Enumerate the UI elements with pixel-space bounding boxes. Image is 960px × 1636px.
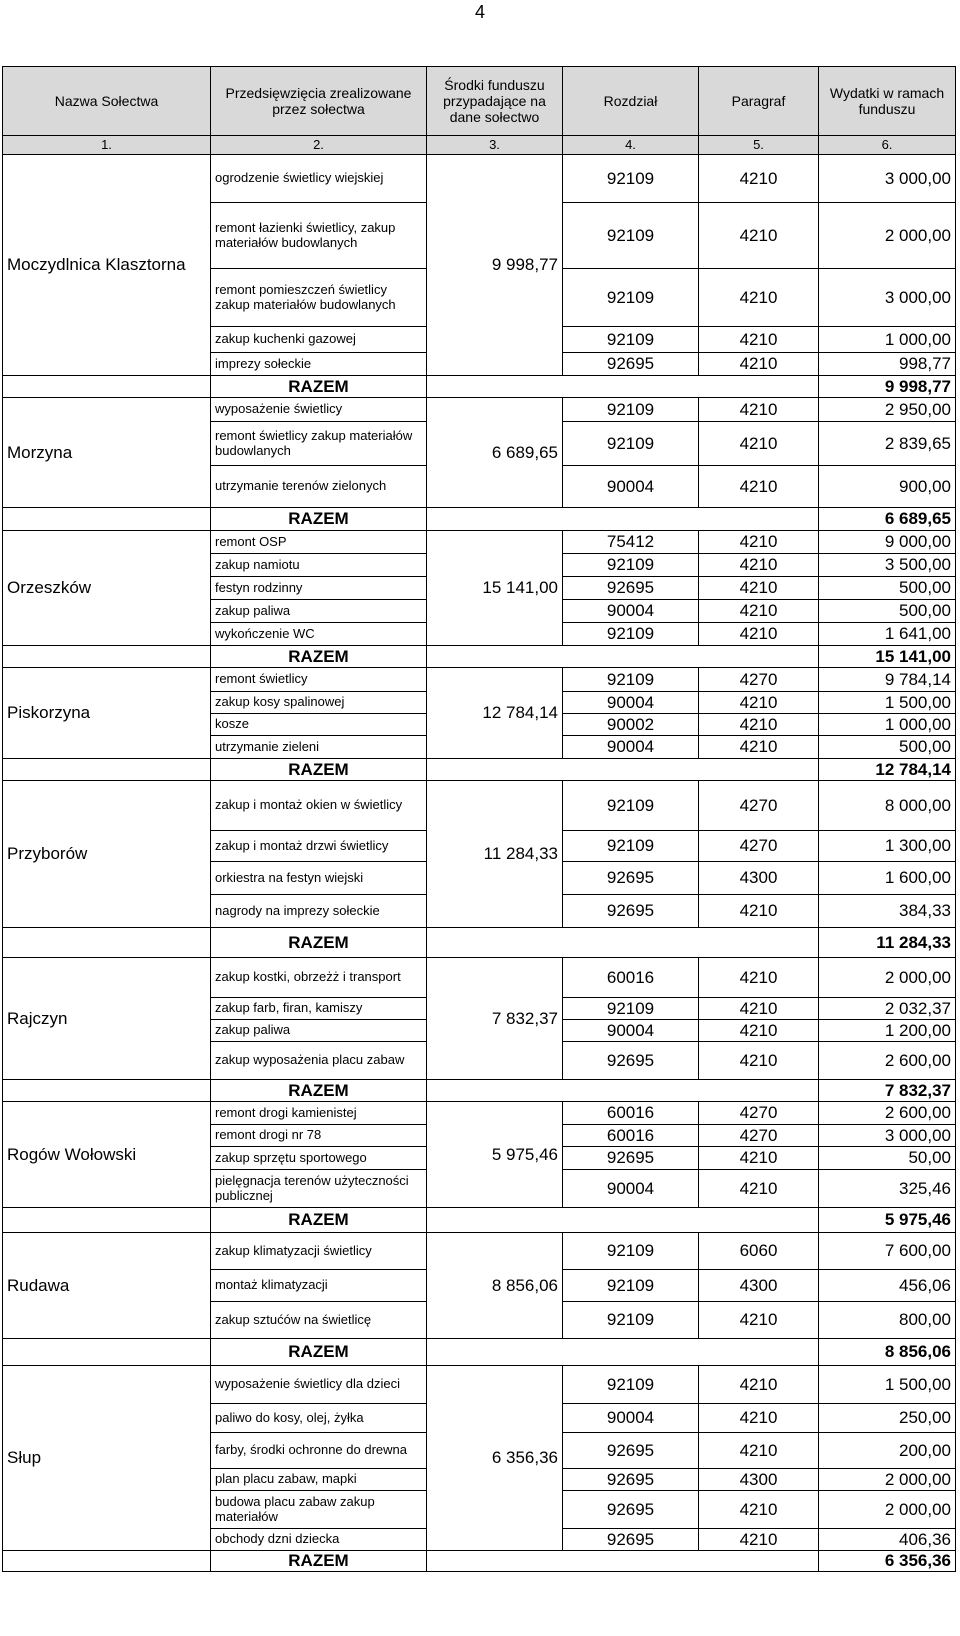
solectwo-name: Rogów Wołowski [3,1102,211,1208]
project-description: budowa placu zabaw zakup materiałów [211,1491,427,1529]
paragraf-cell: 4210 [699,1042,819,1080]
expense-value: 406,36 [819,1529,956,1551]
solectwo-name: Morzyna [3,398,211,508]
razem-label: RAZEM [211,1080,427,1102]
solectwo-name: Piskorzyna [3,668,211,759]
rozdzial-cell: 92695 [563,862,699,895]
column-number: 5. [699,136,819,155]
fund-amount: 9 998,77 [427,155,563,376]
paragraf-cell: 4300 [699,862,819,895]
razem-label: RAZEM [211,1551,427,1572]
razem-row [3,928,956,958]
project-description: wykończenie WC [211,623,427,646]
project-description: plan placu zabaw, mapki [211,1469,427,1491]
project-description: zakup paliwa [211,1020,427,1042]
paragraf-cell: 4210 [699,531,819,554]
project-description: remont świetlicy [211,668,427,692]
paragraf-cell: 4210 [699,353,819,376]
paragraf-cell: 4210 [699,1302,819,1339]
header-row [3,67,956,136]
paragraf-cell: 4210 [699,958,819,998]
table-row [3,781,956,831]
table-row [3,1366,956,1404]
razem-empty-cell [3,759,211,781]
expense-value: 1 300,00 [819,831,956,862]
rozdzial-cell: 92109 [563,831,699,862]
expense-value: 2 839,65 [819,422,956,466]
project-description: remont drogi kamienistej [211,1102,427,1125]
header-wydatki: Wydatki w ramach funduszu [819,67,956,136]
fund-amount: 12 784,14 [427,668,563,759]
expense-value: 900,00 [819,466,956,508]
project-description: pielęgnacja terenów użyteczności publicznej [211,1170,427,1208]
expense-value: 2 000,00 [819,203,956,269]
project-description: remont świetlicy zakup materiałów budowlanych [211,422,427,466]
project-description: remont drogi nr 78 [211,1125,427,1147]
project-description: ogrodzenie świetlicy wiejskiej [211,155,427,203]
expense-value: 9 000,00 [819,531,956,554]
expense-value: 500,00 [819,577,956,600]
header-paragraf: Paragraf [699,67,819,136]
fund-amount: 15 141,00 [427,531,563,646]
rozdzial-cell: 90004 [563,600,699,623]
paragraf-cell: 4210 [699,1529,819,1551]
project-description: imprezy sołeckie [211,353,427,376]
paragraf-cell: 4210 [699,398,819,422]
expense-value: 1 000,00 [819,714,956,736]
project-description: zakup sprzętu sportowego [211,1147,427,1170]
razem-label: RAZEM [211,1339,427,1366]
paragraf-cell: 4210 [699,623,819,646]
fund-amount: 6 689,65 [427,398,563,508]
project-description: zakup paliwa [211,600,427,623]
project-description: orkiestra na festyn wiejski [211,862,427,895]
project-description: utrzymanie terenów zielonych [211,466,427,508]
rozdzial-cell: 92109 [563,422,699,466]
rozdzial-cell: 60016 [563,958,699,998]
fund-amount: 5 975,46 [427,1102,563,1208]
rozdzial-cell: 92109 [563,1233,699,1270]
solectwo-name: Rajczyn [3,958,211,1080]
razem-label: RAZEM [211,646,427,668]
column-number: 1. [3,136,211,155]
razem-row [3,1551,956,1572]
project-description: remont pomieszczeń świetlicy zakup materiałów budowlanych [211,269,427,327]
razem-spacer-cell [427,508,819,531]
razem-spacer-cell [427,646,819,668]
table-row [3,1102,956,1125]
project-description: zakup kostki, obrzeżż i transport [211,958,427,998]
paragraf-cell: 4210 [699,998,819,1020]
razem-row [3,376,956,398]
expense-value: 1 200,00 [819,1020,956,1042]
razem-row [3,1208,956,1233]
expense-value: 2 600,00 [819,1102,956,1125]
expense-value: 1 000,00 [819,327,956,353]
razem-row [3,1339,956,1366]
rozdzial-cell: 92109 [563,203,699,269]
paragraf-cell: 4210 [699,327,819,353]
paragraf-cell: 6060 [699,1233,819,1270]
fund-amount: 11 284,33 [427,781,563,928]
razem-empty-cell [3,646,211,668]
rozdzial-cell: 92695 [563,1147,699,1170]
expense-value: 456,06 [819,1270,956,1302]
rozdzial-cell: 92695 [563,353,699,376]
rozdzial-cell: 92695 [563,1042,699,1080]
paragraf-cell: 4210 [699,1147,819,1170]
project-description: zakup kuchenki gazowej [211,327,427,353]
razem-row [3,508,956,531]
solectwo-name: Przyborów [3,781,211,928]
project-description: zakup wyposażenia placu zabaw [211,1042,427,1080]
expense-value: 2 000,00 [819,958,956,998]
paragraf-cell: 4210 [699,1491,819,1529]
project-description: remont OSP [211,531,427,554]
project-description: zakup farb, firan, kamiszy [211,998,427,1020]
table-row [3,668,956,692]
expense-value: 500,00 [819,736,956,759]
paragraf-cell: 4270 [699,831,819,862]
project-description: wyposażenie świetlicy dla dzieci [211,1366,427,1404]
expense-value: 998,77 [819,353,956,376]
expense-value: 1 500,00 [819,1366,956,1404]
project-description: festyn rodzinny [211,577,427,600]
razem-empty-cell [3,1080,211,1102]
paragraf-cell: 4210 [699,600,819,623]
rozdzial-cell: 92109 [563,554,699,577]
paragraf-cell: 4270 [699,1102,819,1125]
rozdzial-cell: 90002 [563,714,699,736]
razem-label: RAZEM [211,759,427,781]
paragraf-cell: 4210 [699,1433,819,1469]
razem-spacer-cell [427,1339,819,1366]
header-rozdzial: Rozdział [563,67,699,136]
project-description: obchody dzni dziecka [211,1529,427,1551]
paragraf-cell: 4210 [699,269,819,327]
solectwo-name: Słup [3,1366,211,1551]
razem-spacer-cell [427,1080,819,1102]
rozdzial-cell: 90004 [563,1170,699,1208]
solectwo-name: Orzeszków [3,531,211,646]
expense-value: 3 500,00 [819,554,956,577]
rozdzial-cell: 92109 [563,327,699,353]
expense-value: 50,00 [819,1147,956,1170]
expense-value: 2 950,00 [819,398,956,422]
paragraf-cell: 4300 [699,1469,819,1491]
paragraf-cell: 4270 [699,668,819,692]
project-description: farby, środki ochronne do drewna [211,1433,427,1469]
expense-value: 200,00 [819,1433,956,1469]
paragraf-cell: 4210 [699,554,819,577]
rozdzial-cell: 90004 [563,692,699,714]
rozdzial-cell: 90004 [563,1404,699,1433]
paragraf-cell: 4210 [699,692,819,714]
rozdzial-cell: 92109 [563,623,699,646]
razem-empty-cell [3,1208,211,1233]
razem-label: RAZEM [211,1208,427,1233]
paragraf-cell: 4210 [699,1366,819,1404]
column-number: 4. [563,136,699,155]
expense-value: 325,46 [819,1170,956,1208]
project-description: zakup sztućów na świetlicę [211,1302,427,1339]
razem-label: RAZEM [211,508,427,531]
paragraf-cell: 4210 [699,1020,819,1042]
table-row [3,1233,956,1270]
project-description: zakup kosy spalinowej [211,692,427,714]
razem-row [3,646,956,668]
project-description: montaż klimatyzacji [211,1270,427,1302]
column-number: 2. [211,136,427,155]
expense-value: 2 000,00 [819,1469,956,1491]
razem-empty-cell [3,1551,211,1572]
project-description: paliwo do kosy, olej, żyłka [211,1404,427,1433]
paragraf-cell: 4210 [699,203,819,269]
expense-value: 7 600,00 [819,1233,956,1270]
rozdzial-cell: 92109 [563,998,699,1020]
expense-value: 2 000,00 [819,1491,956,1529]
expense-value: 3 000,00 [819,269,956,327]
razem-total: 12 784,14 [819,759,956,781]
project-description: utrzymanie zieleni [211,736,427,759]
razem-total: 9 998,77 [819,376,956,398]
fund-table [2,66,956,1572]
expense-value: 1 600,00 [819,862,956,895]
header-projects: Przedsięwzięcia zrealizowane przez sołectwa [211,67,427,136]
rozdzial-cell: 92695 [563,1469,699,1491]
rozdzial-cell: 90004 [563,736,699,759]
expense-value: 3 000,00 [819,155,956,203]
expense-value: 1 500,00 [819,692,956,714]
rozdzial-cell: 92695 [563,895,699,928]
rozdzial-cell: 92695 [563,1433,699,1469]
rozdzial-cell: 92695 [563,577,699,600]
razem-total: 7 832,37 [819,1080,956,1102]
razem-total: 6 356,36 [819,1551,956,1572]
project-description: zakup i montaż drzwi świetlicy [211,831,427,862]
header-name: Nazwa Sołectwa [3,67,211,136]
rozdzial-cell: 92109 [563,398,699,422]
solectwo-name: Moczydlnica Klasztorna [3,155,211,376]
razem-spacer-cell [427,928,819,958]
rozdzial-cell: 92109 [563,668,699,692]
razem-row [3,759,956,781]
razem-spacer-cell [427,759,819,781]
paragraf-cell: 4270 [699,781,819,831]
razem-label: RAZEM [211,928,427,958]
project-description: zakup namiotu [211,554,427,577]
rozdzial-cell: 92109 [563,269,699,327]
paragraf-cell: 4210 [699,577,819,600]
fund-amount: 8 856,06 [427,1233,563,1339]
page-number: 4 [474,2,485,22]
expense-value: 3 000,00 [819,1125,956,1147]
fund-amount: 7 832,37 [427,958,563,1080]
razem-label: RAZEM [211,376,427,398]
table-row [3,155,956,203]
rozdzial-cell: 92109 [563,781,699,831]
expense-value: 250,00 [819,1404,956,1433]
paragraf-cell: 4210 [699,895,819,928]
header-funds: Środki funduszu przypadające na dane sołectwo [427,67,563,136]
fund-amount: 6 356,36 [427,1366,563,1551]
rozdzial-cell: 75412 [563,531,699,554]
expense-value: 9 784,14 [819,668,956,692]
razem-empty-cell [3,508,211,531]
razem-spacer-cell [427,376,819,398]
paragraf-cell: 4210 [699,422,819,466]
razem-total: 5 975,46 [819,1208,956,1233]
project-description: zakup klimatyzacji świetlicy [211,1233,427,1270]
paragraf-cell: 4210 [699,1170,819,1208]
expense-value: 2 032,37 [819,998,956,1020]
table-row [3,958,956,998]
paragraf-cell: 4210 [699,714,819,736]
column-number: 3. [427,136,563,155]
paragraf-cell: 4210 [699,155,819,203]
rozdzial-cell: 92109 [563,1302,699,1339]
project-description: remont łazienki świetlicy, zakup materiałów budowlanych [211,203,427,269]
expense-value: 384,33 [819,895,956,928]
razem-spacer-cell [427,1551,819,1572]
rozdzial-cell: 92695 [563,1491,699,1529]
paragraf-cell: 4270 [699,1125,819,1147]
column-number: 6. [819,136,956,155]
razem-row [3,1080,956,1102]
razem-empty-cell [3,376,211,398]
razem-empty-cell [3,928,211,958]
paragraf-cell: 4210 [699,736,819,759]
expense-value: 2 600,00 [819,1042,956,1080]
rozdzial-cell: 90004 [563,1020,699,1042]
project-description: nagrody na imprezy sołeckie [211,895,427,928]
razem-spacer-cell [427,1208,819,1233]
project-description: zakup i montaż okien w świetlicy [211,781,427,831]
paragraf-cell: 4210 [699,466,819,508]
table-row [3,398,956,422]
rozdzial-cell: 60016 [563,1125,699,1147]
table-row [3,531,956,554]
project-description: wyposażenie świetlicy [211,398,427,422]
razem-empty-cell [3,1339,211,1366]
solectwo-name: Rudawa [3,1233,211,1339]
expense-value: 1 641,00 [819,623,956,646]
expense-value: 800,00 [819,1302,956,1339]
rozdzial-cell: 92109 [563,155,699,203]
paragraf-cell: 4210 [699,1404,819,1433]
expense-value: 8 000,00 [819,781,956,831]
rozdzial-cell: 90004 [563,466,699,508]
project-description: kosze [211,714,427,736]
paragraf-cell: 4300 [699,1270,819,1302]
expense-value: 500,00 [819,600,956,623]
razem-total: 15 141,00 [819,646,956,668]
rozdzial-cell: 60016 [563,1102,699,1125]
rozdzial-cell: 92695 [563,1529,699,1551]
razem-total: 6 689,65 [819,508,956,531]
razem-total: 11 284,33 [819,928,956,958]
column-number-row [3,136,956,155]
razem-total: 8 856,06 [819,1339,956,1366]
rozdzial-cell: 92109 [563,1270,699,1302]
rozdzial-cell: 92109 [563,1366,699,1404]
